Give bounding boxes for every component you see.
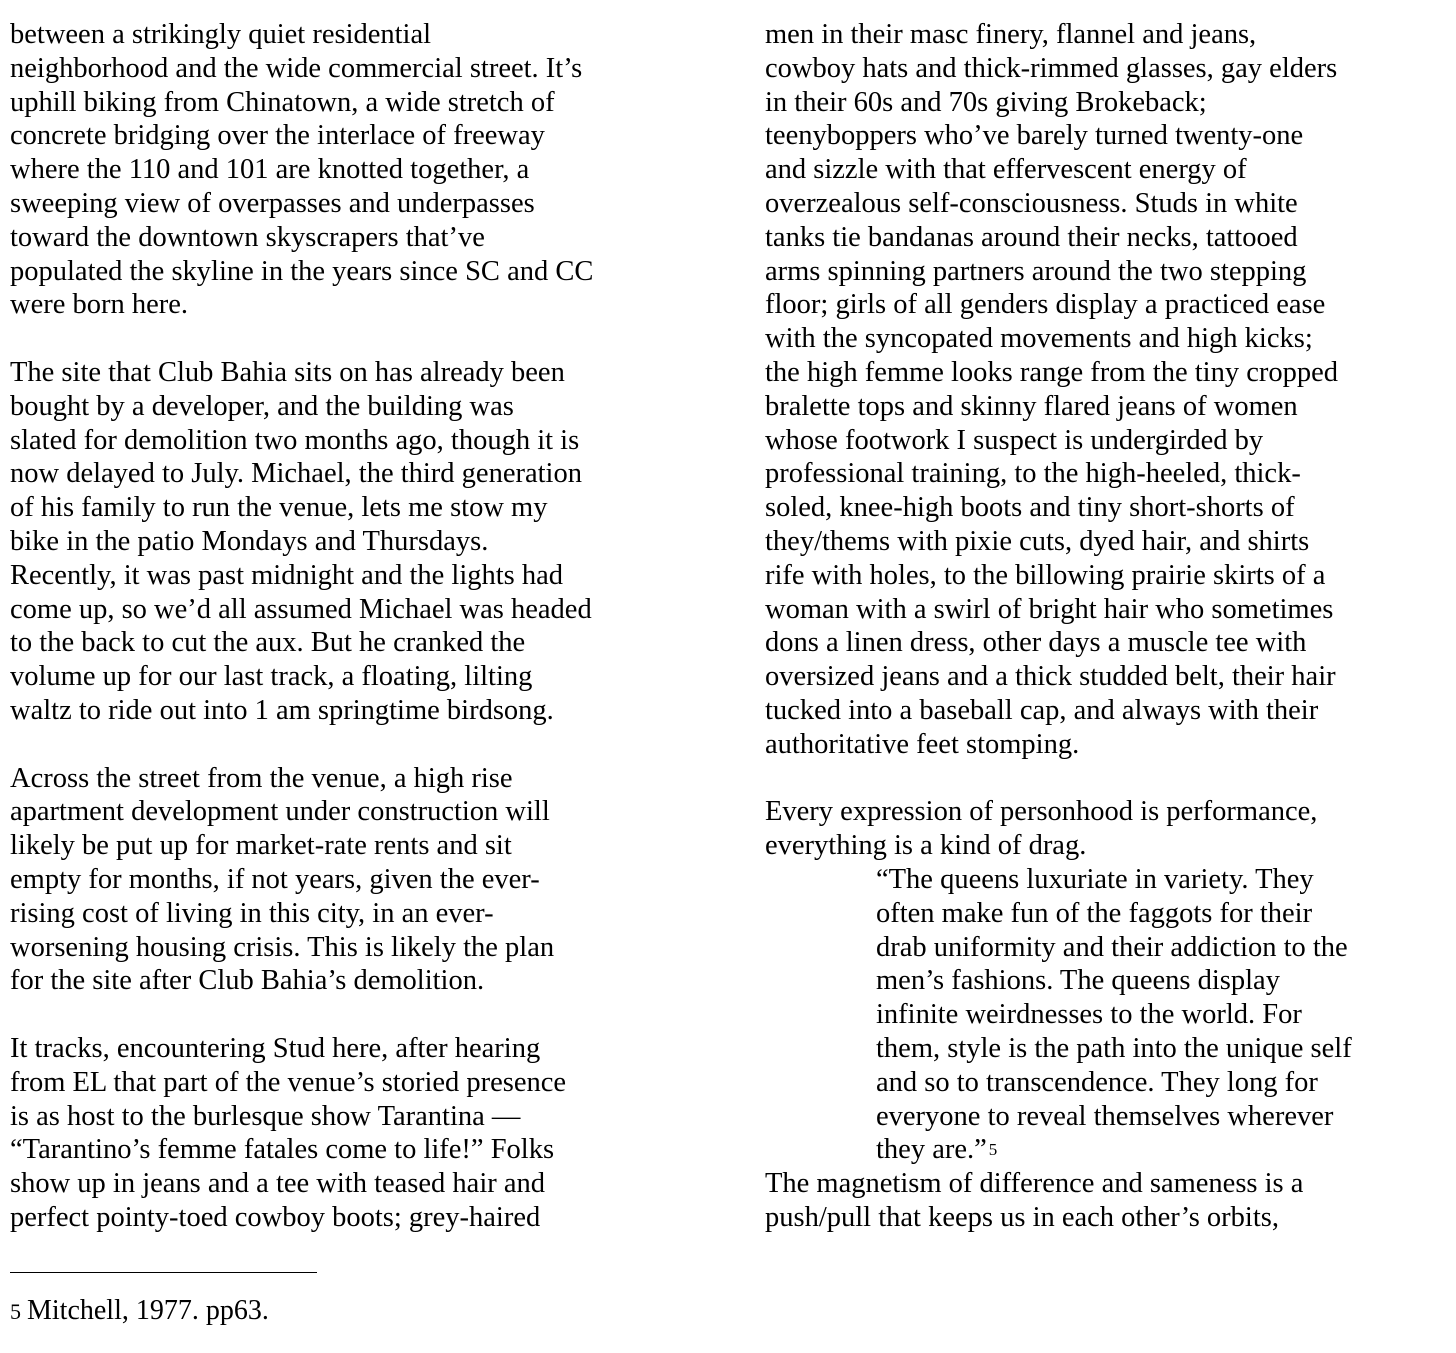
text-line: overzealous self-consciousness. Studs in white	[765, 187, 1298, 219]
text-line: between a strikingly quiet residential	[10, 19, 432, 50]
footnote-text: Mitchell, 1977. pp63.	[27, 1295, 269, 1326]
text-line: authoritative feet stomping.	[765, 728, 1080, 760]
text-line: dons a linen dress, other days a muscle tee with	[765, 627, 1307, 659]
quote-line: often make fun of the faggots for their	[876, 897, 1313, 929]
quote-last-line	[876, 1133, 1455, 1167]
text-line: from EL that part of the venue’s storied presence	[10, 1066, 567, 1098]
text-line: volume up for our last track, a floating, lilting	[10, 661, 533, 693]
footnote	[10, 1294, 269, 1328]
text-line: Across the street from the venue, a high rise	[10, 762, 513, 794]
text-line: Recently, it was past midnight and the lights had	[10, 559, 564, 591]
text-line: soled, knee-high boots and tiny short-shorts of	[765, 492, 1295, 524]
text-line: everything is a kind of drag.	[765, 830, 1087, 862]
text-line: now delayed to July. Michael, the third generation	[10, 458, 582, 490]
text-line: they/thems with pixie cuts, dyed hair, and shirts	[765, 525, 1310, 557]
quote-line: everyone to reveal themselves wherever	[876, 1100, 1334, 1132]
right-column	[765, 18, 1455, 1235]
paragraph-stud	[10, 1032, 710, 1235]
paragraph-gap	[10, 728, 710, 762]
text-line: neighborhood and the wide commercial street. It’s	[10, 52, 583, 84]
text-line: and sizzle with that effervescent energy of	[765, 154, 1247, 186]
text-line: professional training, to the high-heeled, thick-	[765, 458, 1301, 490]
text-line: The site that Club Bahia sits on has already been	[10, 356, 565, 388]
text-line: for the site after Club Bahia’s demolition.	[10, 965, 485, 997]
text-line: in their 60s and 70s giving Brokeback;	[765, 86, 1207, 118]
paragraph-commute	[10, 18, 710, 322]
text-line: tanks tie bandanas around their necks, tattooed	[765, 221, 1298, 253]
paragraph-magnetism	[765, 1167, 1455, 1235]
text-line: populated the skyline in the years since SC and CC	[10, 255, 594, 287]
left-column	[10, 18, 710, 1235]
paragraph-gap	[10, 998, 710, 1032]
text-line: perfect pointy-toed cowboy boots; grey-haired	[10, 1201, 541, 1233]
paragraph-gap	[10, 322, 710, 356]
text-line: of his family to run the venue, lets me stow my	[10, 492, 548, 524]
text-line: oversized jeans and a thick studded belt, their hair	[765, 661, 1336, 693]
text-line: The magnetism of difference and sameness is a	[765, 1168, 1304, 1200]
text-line: toward the downtown skyscrapers that’ve	[10, 221, 485, 253]
text-line: sweeping view of overpasses and underpasses	[10, 187, 535, 219]
text-line: It tracks, encountering Stud here, after hearing	[10, 1032, 541, 1064]
block-quote	[765, 863, 1455, 1167]
quote-line: “The queens luxuriate in variety. They	[876, 863, 1314, 895]
text-line: teenyboppers who’ve barely turned twenty-one	[765, 120, 1304, 152]
footnote-reference[interactable]: 5	[988, 1140, 998, 1160]
text-line: whose footwork I suspect is undergirded by	[765, 424, 1264, 456]
text-line: “Tarantino’s femme fatales come to life!” Folks	[10, 1134, 555, 1166]
text-line: Every expression of personhood is performance,	[765, 796, 1318, 828]
footnote-separator	[10, 1272, 317, 1273]
text-line: show up in jeans and a tee with teased hair and	[10, 1168, 546, 1200]
quote-line: men’s fashions. The queens display	[876, 965, 1280, 997]
paragraph-crowd	[765, 18, 1455, 762]
paragraph-high-rise	[10, 762, 710, 999]
text-line: come up, so we’d all assumed Michael was headed	[10, 593, 592, 625]
text-line: concrete bridging over the interlace of freeway	[10, 120, 545, 152]
paragraph-gap	[765, 762, 1455, 796]
footnote-number: 5	[10, 1299, 21, 1324]
text-line: worsening housing crisis. This is likely the plan	[10, 931, 555, 963]
text-line: is as host to the burlesque show Tarantina —	[10, 1100, 521, 1132]
text-line: cowboy hats and thick-rimmed glasses, gay elders	[765, 52, 1338, 84]
text-line: were born here.	[10, 289, 189, 321]
text-line: empty for months, if not years, given the ever-	[10, 863, 540, 895]
text-line: apartment development under construction will	[10, 796, 550, 828]
text-line: waltz to ride out into 1 am springtime birdsong.	[10, 694, 554, 726]
text-line: bought by a developer, and the building was	[10, 390, 514, 422]
text-line: to the back to cut the aux. But he cranked the	[10, 627, 526, 659]
text-line: tucked into a baseball cap, and always with their	[765, 694, 1319, 726]
text-line: arms spinning partners around the two stepping	[765, 255, 1307, 287]
text-line: rising cost of living in this city, in an ever-	[10, 897, 494, 929]
text-line: likely be put up for market-rate rents and sit	[10, 830, 512, 862]
quote-line: and so to transcendence. They long for	[876, 1066, 1318, 1098]
text-line: slated for demolition two months ago, though it is	[10, 424, 580, 456]
quote-line: drab uniformity and their addiction to the	[876, 931, 1348, 963]
paragraph-club-bahia-site	[10, 356, 710, 728]
text-line: men in their masc finery, flannel and jeans,	[765, 19, 1257, 50]
text-line: uphill biking from Chinatown, a wide stretch of	[10, 86, 555, 118]
text-line: rife with holes, to the billowing prairie skirts of a	[765, 559, 1326, 591]
quote-line: them, style is the path into the unique self	[876, 1032, 1352, 1064]
text-line: with the syncopated movements and high kicks;	[765, 323, 1313, 355]
text-line: bralette tops and skinny flared jeans of women	[765, 390, 1298, 422]
text-line: bike in the patio Mondays and Thursdays.	[10, 525, 489, 557]
quote-line-text: they are.”	[876, 1134, 987, 1166]
text-line: push/pull that keeps us in each other’s orbits,	[765, 1201, 1279, 1233]
text-line: where the 110 and 101 are knotted together, a	[10, 154, 530, 186]
text-line: the high femme looks range from the tiny cropped	[765, 356, 1339, 388]
paragraph-performance	[765, 795, 1455, 863]
quote-line: infinite weirdnesses to the world. For	[876, 999, 1302, 1031]
text-line: woman with a swirl of bright hair who sometimes	[765, 593, 1334, 625]
text-line: floor; girls of all genders display a practiced ease	[765, 289, 1326, 321]
